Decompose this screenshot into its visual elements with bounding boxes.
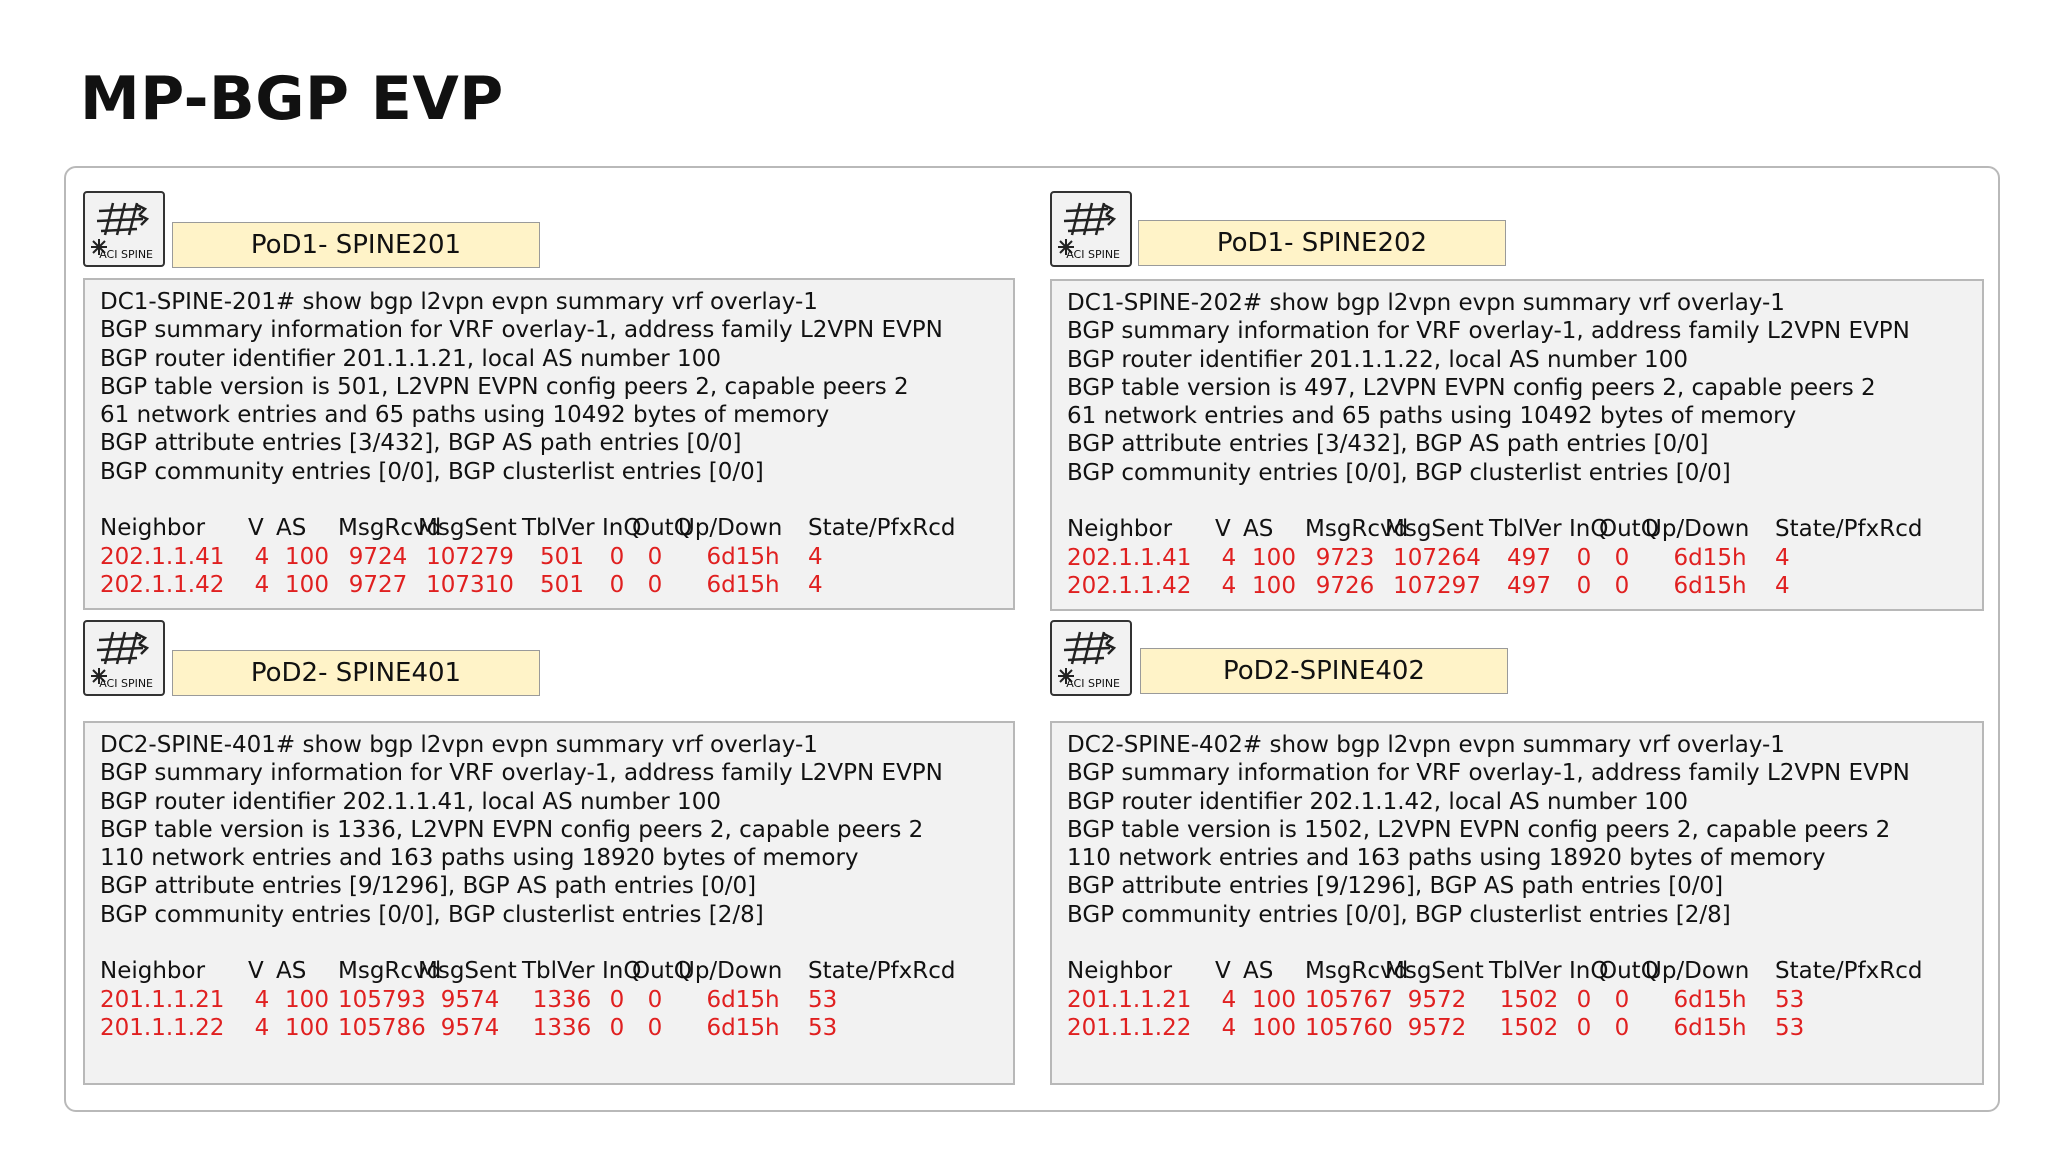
cli-line: 110 network entries and 163 paths using 18920 bytes of memory [1067,845,1826,872]
cli-line: BGP summary information for VRF overlay-1, address family L2VPN EVPN [100,317,943,344]
cli-line: BGP attribute entries [3/432], BGP AS path entries [0/0] [1067,431,1709,458]
cli-output-panel [83,278,1015,610]
icon-label: ACI SPINE [1066,677,1120,690]
icon-label: ACI SPINE [99,677,153,690]
cli-line: BGP summary information for VRF overlay-1, address family L2VPN EVPN [100,760,943,787]
table-header: Neighbor V AS MsgRcvd MsgSent TblVer InQ OutQ Up/Down State/PfxRcd [100,515,956,542]
table-row: 201.1.1.21 4 100 105767 9572 1502 0 0 6d15h 53 [1067,986,1805,1013]
table-header: Neighbor V AS MsgRcvd MsgSent TblVer InQ OutQ Up/Down State/PfxRcd [1067,516,1923,543]
device-label: PoD1- SPINE201 [172,222,540,268]
cli-line: BGP community entries [0/0], BGP clusterlist entries [0/0] [1067,459,1731,486]
table-row: 202.1.1.42 4 100 9727 107310 501 0 0 6d15h 4 [100,571,823,598]
device-label: PoD1- SPINE202 [1138,220,1506,266]
cli-line: 61 network entries and 65 paths using 10492 bytes of memory [100,402,830,429]
cli-line: BGP table version is 1336, L2VPN EVPN config peers 2, capable peers 2 [100,816,924,843]
cli-line: BGP community entries [0/0], BGP clusterlist entries [2/8] [100,901,764,928]
cli-output-panel [83,721,1015,1085]
table-header: Neighbor V AS MsgRcvd MsgSent TblVer InQ OutQ Up/Down State/PfxRcd [100,958,956,985]
cli-line: DC2-SPINE-401# show bgp l2vpn evpn summary vrf overlay-1 [100,732,818,758]
cli-line: BGP community entries [0/0], BGP clusterlist entries [0/0] [100,458,764,485]
cli-line: BGP attribute entries [9/1296], BGP AS path entries [0/0] [100,873,757,900]
cli-line: BGP attribute entries [9/1296], BGP AS path entries [0/0] [1067,873,1724,900]
device-label: PoD2-SPINE402 [1140,648,1508,694]
cli-line: BGP summary information for VRF overlay-1, address family L2VPN EVPN [1067,318,1910,345]
cli-line: BGP table version is 1502, L2VPN EVPN config peers 2, capable peers 2 [1067,816,1891,843]
cli-line: BGP attribute entries [3/432], BGP AS path entries [0/0] [100,430,742,457]
cli-line: BGP table version is 501, L2VPN EVPN config peers 2, capable peers 2 [100,373,909,400]
aci-spine-icon [83,620,165,696]
cli-line: BGP router identifier 202.1.1.41, local AS number 100 [100,788,721,815]
cli-line: 61 network entries and 65 paths using 10492 bytes of memory [1067,403,1797,430]
icon-label: ACI SPINE [1066,248,1120,261]
cli-line: BGP table version is 497, L2VPN EVPN config peers 2, capable peers 2 [1067,374,1876,401]
aci-spine-icon [83,191,165,267]
cli-line: 110 network entries and 163 paths using 18920 bytes of memory [100,845,859,872]
cli-line: BGP community entries [0/0], BGP clusterlist entries [2/8] [1067,901,1731,928]
table-header: Neighbor V AS MsgRcvd MsgSent TblVer InQ OutQ Up/Down State/PfxRcd [1067,958,1923,985]
cli-line: BGP summary information for VRF overlay-1, address family L2VPN EVPN [1067,760,1910,787]
table-row: 202.1.1.41 4 100 9723 107264 497 0 0 6d15h 4 [1067,544,1790,571]
cli-line: BGP router identifier 202.1.1.42, local AS number 100 [1067,788,1688,815]
cli-line: DC1-SPINE-201# show bgp l2vpn evpn summary vrf overlay-1 [100,289,818,315]
aci-spine-icon [1050,620,1132,696]
device-label: PoD2- SPINE401 [172,650,540,696]
aci-spine-icon [1050,191,1132,267]
cli-output-panel [1050,279,1984,611]
cli-line: DC1-SPINE-202# show bgp l2vpn evpn summary vrf overlay-1 [1067,290,1785,316]
table-row: 201.1.1.22 4 100 105760 9572 1502 0 0 6d15h 53 [1067,1014,1805,1041]
cli-line: BGP router identifier 201.1.1.21, local AS number 100 [100,345,721,372]
table-row: 202.1.1.42 4 100 9726 107297 497 0 0 6d15h 4 [1067,572,1790,599]
cli-line: DC2-SPINE-402# show bgp l2vpn evpn summary vrf overlay-1 [1067,732,1785,758]
icon-label: ACI SPINE [99,248,153,261]
table-row: 201.1.1.21 4 100 105793 9574 1336 0 0 6d15h 53 [100,986,838,1013]
table-row: 202.1.1.41 4 100 9724 107279 501 0 0 6d15h 4 [100,543,823,570]
table-row: 201.1.1.22 4 100 105786 9574 1336 0 0 6d15h 53 [100,1014,838,1041]
page-title: MP-BGP EVP [80,64,504,134]
cli-output-panel [1050,721,1984,1085]
cli-line: BGP router identifier 201.1.1.22, local AS number 100 [1067,346,1688,373]
